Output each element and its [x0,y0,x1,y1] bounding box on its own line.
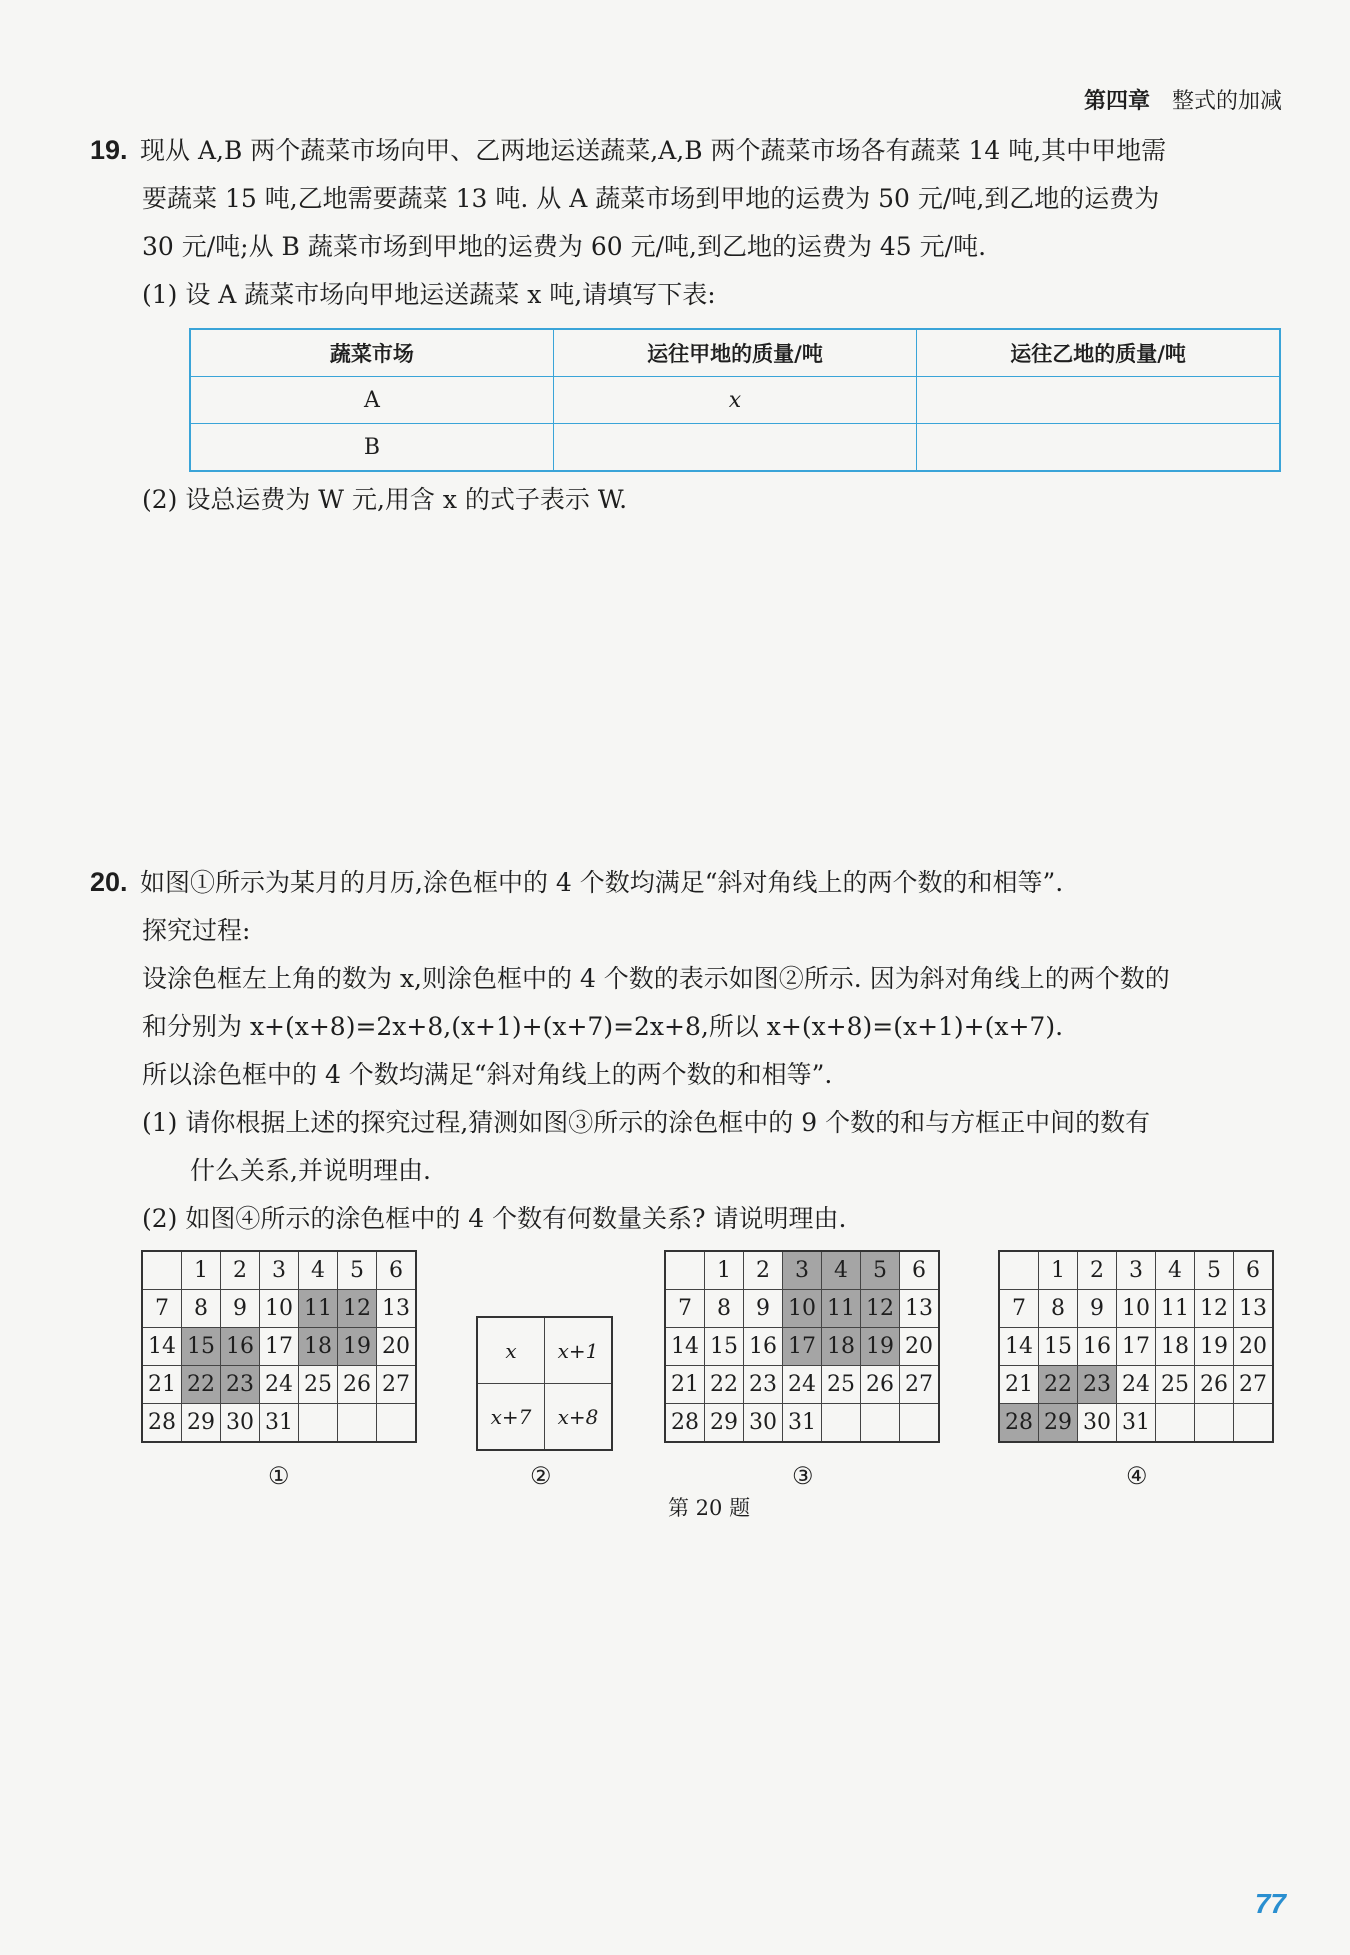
chapter-title: 整式的加减 [1171,89,1282,114]
calendar-cell: 11 [822,1290,861,1328]
calendar-cell: 31 [783,1404,822,1443]
calendar-cell: 4 [822,1251,861,1290]
problem-intro: 如图①所示为某月的月历,涂色框中的 4 个数均满足“斜对角线上的两个数的和相等”. [140,868,1064,897]
question-1-cont: 什么关系,并说明理由. [190,1156,431,1185]
calendar-cell: 1 [1039,1251,1078,1290]
figure-label: ② [530,1462,552,1490]
calendar-cell: 3 [260,1251,299,1290]
problem-text-line: 要蔬菜 15 吨,乙地需要蔬菜 13 吨. 从 A 蔬菜市场到甲地的运费为 50 元/吨,到乙地的运费为 [142,184,1160,213]
calendar-cell: 27 [900,1366,940,1404]
table-cell: x [553,377,916,424]
calendar-cell: 2 [744,1251,783,1290]
calendar-cell [1156,1404,1195,1443]
calendar-cell: 16 [744,1328,783,1366]
problem-text-line: 30 元/吨;从 B 蔬菜市场到甲地的运费为 60 元/吨,到乙地的运费为 45 元/吨. [142,232,987,261]
table-cell-blank [917,377,1280,424]
calendar-cell: 23 [744,1366,783,1404]
box-cell: x [477,1317,545,1384]
calendar-figure-1 [141,1250,417,1443]
calendar-row [665,1290,939,1328]
calendar-cell: 18 [822,1328,861,1366]
problem-number: 20. [90,867,128,897]
calendar-cell: 16 [1078,1328,1117,1366]
question-2: (2) 设总运费为 W 元,用含 x 的式子表示 W. [142,485,628,514]
calendar-cell: 7 [665,1290,705,1328]
calendar-cell: 25 [1156,1366,1195,1404]
calendar-cell: 12 [861,1290,900,1328]
calendar-cell: 27 [377,1366,417,1404]
calendar-cell: 9 [221,1290,260,1328]
calendar-cell: 28 [999,1404,1039,1443]
calendar-cell: 11 [1156,1290,1195,1328]
calendar-row [999,1251,1273,1290]
question-1: (1) 请你根据上述的探究过程,猜测如图③所示的涂色框中的 9 个数的和与方框正中间的数有 [142,1108,1151,1137]
explore-title: 探究过程: [142,916,251,945]
calendar-cell: 20 [900,1328,940,1366]
calendar-cell: 29 [1039,1404,1078,1443]
calendar-cell: 1 [182,1251,221,1290]
calendar-cell: 31 [260,1404,299,1443]
table-cell-blank [553,424,916,472]
calendar-cell [861,1404,900,1443]
calendar-cell: 26 [861,1366,900,1404]
calendar-cell: 11 [299,1290,338,1328]
calendar-cell: 24 [1117,1366,1156,1404]
table-row [190,377,1280,424]
calendar-cell: 14 [142,1328,182,1366]
calendar-cell: 21 [142,1366,182,1404]
figure-label: ④ [1126,1462,1148,1490]
calendar-cell: 6 [377,1251,417,1290]
calendar-row [665,1328,939,1366]
calendar-row [665,1251,939,1290]
calendar-cell: 5 [338,1251,377,1290]
calendar-cell: 26 [1195,1366,1234,1404]
calendar-cell: 8 [182,1290,221,1328]
calendar-cell: 16 [221,1328,260,1366]
figure-label: ① [268,1462,290,1490]
calendar-cell: 22 [182,1366,221,1404]
question-2: (2) 如图④所示的涂色框中的 4 个数有何数量关系? 请说明理由. [142,1204,847,1233]
calendar-cell: 9 [1078,1290,1117,1328]
calendar-row [142,1290,416,1328]
calendar-cell: 12 [1195,1290,1234,1328]
calendar-cell: 13 [900,1290,940,1328]
calendar-cell: 5 [861,1251,900,1290]
calendar-row [142,1251,416,1290]
calendar-cell: 2 [221,1251,260,1290]
problem-19-q2 [90,476,1285,524]
calendar-cell: 29 [705,1404,744,1443]
calendar-figure-4 [998,1250,1274,1443]
box-cell: x+1 [545,1317,613,1384]
calendar-cell: 14 [665,1328,705,1366]
chapter-label: 第四章 [1083,89,1150,114]
figure-caption: 第 20 题 [668,1496,751,1520]
calendar-cell: 30 [744,1404,783,1443]
calendar-cell: 20 [1234,1328,1274,1366]
transport-table [189,328,1281,472]
calendar-cell: 18 [299,1328,338,1366]
problem-19 [90,126,1285,319]
calendar-cell: 8 [705,1290,744,1328]
calendar-cell: 15 [182,1328,221,1366]
calendar-cell: 10 [783,1290,822,1328]
calendar-cell: 14 [999,1328,1039,1366]
calendar-cell: 23 [1078,1366,1117,1404]
calendar-cell: 15 [1039,1328,1078,1366]
calendar-row [999,1366,1273,1404]
calendar-cell: 5 [1195,1251,1234,1290]
calendar-cell [999,1251,1039,1290]
table-cell-blank [917,424,1280,472]
calendar-cell: 18 [1156,1328,1195,1366]
calendar-cell: 21 [665,1366,705,1404]
calendar-row [142,1404,416,1443]
calendar-row [665,1404,939,1443]
calendar-cell: 7 [142,1290,182,1328]
calendar-cell: 6 [1234,1251,1274,1290]
calendar-cell: 19 [338,1328,377,1366]
calendar-cell: 7 [999,1290,1039,1328]
table-row [190,424,1280,472]
column-header: 蔬菜市场 [190,329,553,377]
calendar-cell: 3 [1117,1251,1156,1290]
problem-number: 19. [90,135,128,165]
calendar-cell: 27 [1234,1366,1274,1404]
table-header-row [190,329,1280,377]
column-header: 运往甲地的质量/吨 [553,329,916,377]
problem-20 [90,858,1285,1243]
calendar-cell: 13 [1234,1290,1274,1328]
calendar-cell [822,1404,861,1443]
calendar-cell [377,1404,417,1443]
calendar-row [142,1328,416,1366]
calendar-cell: 29 [182,1404,221,1443]
page-header [1084,84,1282,115]
calendar-cell: 3 [783,1251,822,1290]
calendar-cell: 30 [1078,1404,1117,1443]
calendar-cell: 22 [1039,1366,1078,1404]
calendar-cell: 10 [1117,1290,1156,1328]
calendar-cell [1234,1404,1274,1443]
calendar-cell: 24 [783,1366,822,1404]
box-cell: x+8 [545,1384,613,1451]
calendar-cell [900,1404,940,1443]
calendar-cell: 6 [900,1251,940,1290]
page-number: 77 [1254,1888,1286,1919]
calendar-cell: 9 [744,1290,783,1328]
calendar-row [665,1366,939,1404]
table-cell: B [190,424,553,472]
calendar-cell: 19 [1195,1328,1234,1366]
calendar-cell: 25 [299,1366,338,1404]
calendar-cell: 25 [822,1366,861,1404]
calendar-cell: 19 [861,1328,900,1366]
calendar-cell: 17 [783,1328,822,1366]
box-cell: x+7 [477,1384,545,1451]
calendar-cell: 8 [1039,1290,1078,1328]
calendar-cell: 21 [999,1366,1039,1404]
column-header: 运往乙地的质量/吨 [917,329,1280,377]
calendar-cell [299,1404,338,1443]
calendar-cell: 13 [377,1290,417,1328]
calendar-cell: 20 [377,1328,417,1366]
calendar-cell: 26 [338,1366,377,1404]
calendar-cell: 2 [1078,1251,1117,1290]
calendar-cell: 1 [705,1251,744,1290]
calendar-cell [1195,1404,1234,1443]
problem-text-line: 现从 A,B 两个蔬菜市场向甲、乙两地运送蔬菜,A,B 两个蔬菜市场各有蔬菜 14 吨,其中甲地需 [140,136,1167,165]
explore-line: 和分别为 x+(x+8)=2x+8,(x+1)+(x+7)=2x+8,所以 x+(x+8)=(x+1)+(x+7). [142,1012,1064,1041]
calendar-cell: 4 [1156,1251,1195,1290]
calendar-cell: 23 [221,1366,260,1404]
explore-line: 所以涂色框中的 4 个数均满足“斜对角线上的两个数的和相等”. [142,1060,833,1089]
calendar-cell [142,1251,182,1290]
calendar-row [999,1290,1273,1328]
calendar-cell: 10 [260,1290,299,1328]
calendar-cell: 15 [705,1328,744,1366]
figure-label: ③ [792,1462,814,1490]
calendar-cell: 30 [221,1404,260,1443]
calendar-row [142,1366,416,1404]
calendar-cell: 28 [142,1404,182,1443]
calendar-row [999,1404,1273,1443]
question-1: (1) 设 A 蔬菜市场向甲地运送蔬菜 x 吨,请填写下表: [142,280,716,309]
explore-line: 设涂色框左上角的数为 x,则涂色框中的 4 个数的表示如图②所示. 因为斜对角线上的两个数的 [142,964,1170,993]
calendar-row [999,1328,1273,1366]
calendar-cell: 12 [338,1290,377,1328]
calendar-cell [665,1251,705,1290]
calendar-cell: 4 [299,1251,338,1290]
calendar-cell: 22 [705,1366,744,1404]
calendar-figure-3 [664,1250,940,1443]
calendar-cell: 17 [1117,1328,1156,1366]
calendar-cell [338,1404,377,1443]
table-cell: A [190,377,553,424]
calendar-cell: 24 [260,1366,299,1404]
calendar-cell: 17 [260,1328,299,1366]
variable-box-figure-2 [476,1316,613,1451]
calendar-cell: 28 [665,1404,705,1443]
calendar-cell: 31 [1117,1404,1156,1443]
